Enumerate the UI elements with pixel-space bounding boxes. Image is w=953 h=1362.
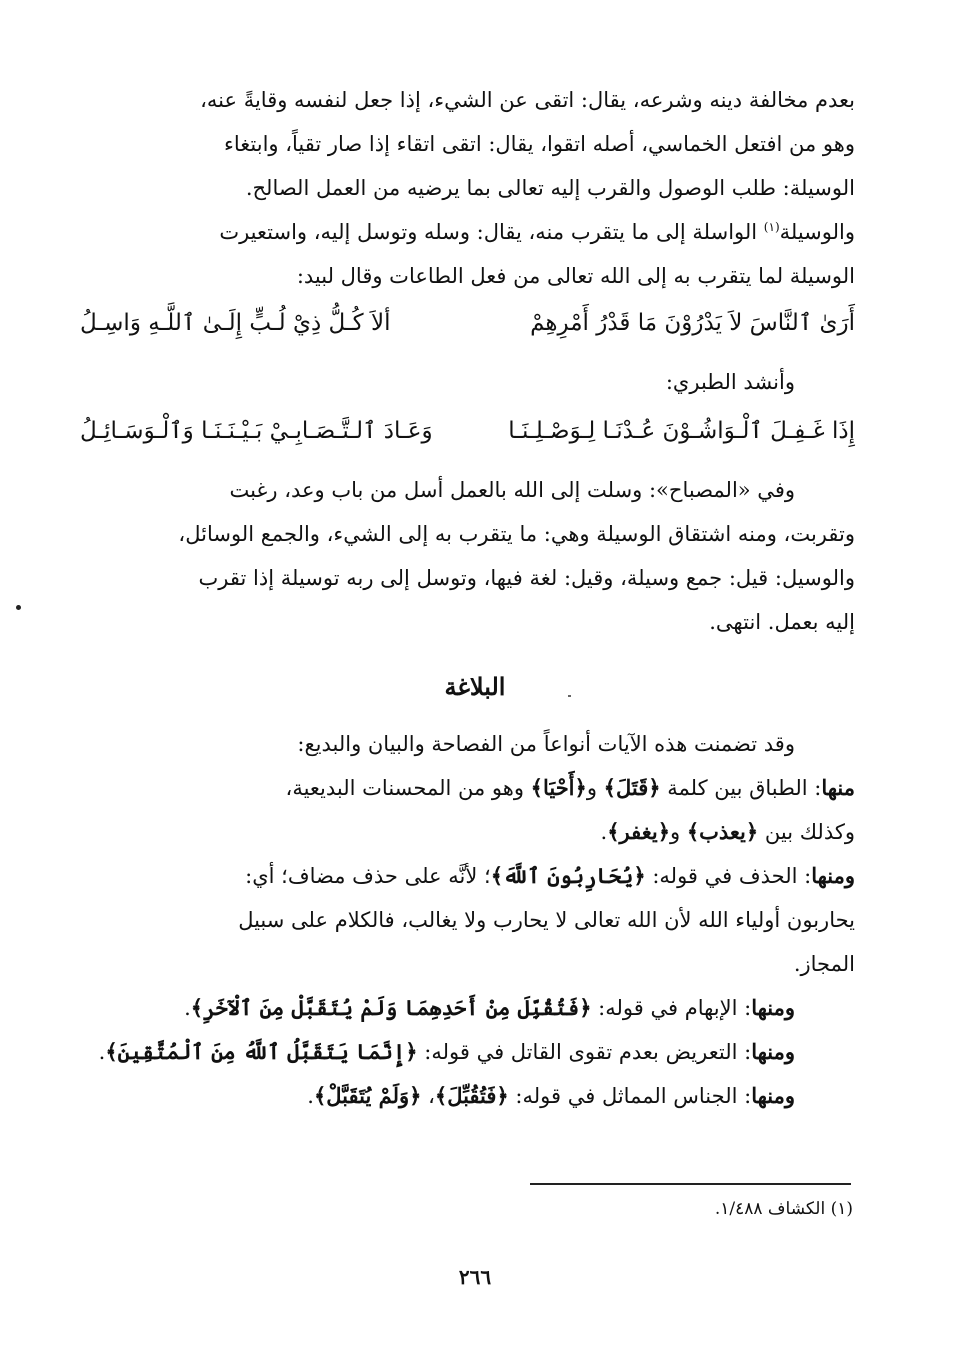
text-line: الوسيلة لما يتقرب به إلى الله تعالى من فعل الطاعات وقال لبيد: bbox=[296, 264, 855, 288]
text-segment: وكذلك بين bbox=[758, 820, 855, 844]
item-label: منها bbox=[821, 775, 855, 800]
text-line: بعدم مخالفة دينه وشرعه، يقال: اتقى عن الشيء، إذا جعل لنفسه وقايةً عنه، bbox=[200, 88, 855, 112]
item-tibaq-cont bbox=[80, 810, 855, 854]
footnote-reference[interactable]: (١) bbox=[763, 220, 780, 234]
text-segment: . bbox=[307, 1084, 314, 1108]
text-segment: والوسيلة bbox=[779, 220, 855, 244]
balagha-section bbox=[80, 722, 855, 1118]
text-line: الوسيلة: طلب الوصول والقرب إليه تعالى بما يرضيه من العمل الصالح. bbox=[245, 176, 855, 200]
item-tarid bbox=[80, 1030, 855, 1074]
text-line: وتقربت، ومنه اشتقاق الوسيلة وهي: ما يتقرب به إلى الشيء، والجمع الوسائل، bbox=[178, 522, 855, 546]
verse-second-hemistich: ألاَ كُـلُّ ذِيْ لُـبٍّ إِلَـىٰ ٱللَّـهِ وَاسِـلُ bbox=[80, 310, 391, 336]
quran-quote: ﴿فَتُقُبِّلَ﴾ bbox=[434, 1083, 509, 1108]
item-label: ومنها bbox=[751, 995, 795, 1020]
footnote: (١) الكشاف ١/٤٨٨. bbox=[714, 1199, 853, 1219]
quran-quote: ﴿يغفر﴾ bbox=[607, 819, 670, 844]
text-segment: ؛ لأنَّه على حذف مضاف؛ أي: bbox=[245, 864, 491, 888]
text-segment: : الجناس المماثل في قوله: bbox=[508, 1084, 752, 1108]
verse-first-hemistich: إِذَا غَـفِـلَ ٱلْـوَاشُـوْنَ عُـدْنَـا لِـوَصْـلِـنَـا bbox=[508, 418, 855, 444]
text-line: وفي «المصباح»: وسلت إلى الله بالعمل أسل من باب وعد، رغبت bbox=[229, 478, 795, 502]
section-heading: البلاغة bbox=[444, 672, 506, 701]
text-segment: : الحذف في قوله: bbox=[645, 864, 812, 888]
text-segment: : التعريض بعدم تقوى القاتل في قوله: bbox=[417, 1040, 752, 1064]
text-segment: : الطباق بين كلمة bbox=[660, 776, 822, 800]
text-segment: و bbox=[586, 776, 604, 800]
balagha-intro: وقد تضمنت هذه الآيات أنواعاً من الفصاحة والبيان والبديع: bbox=[297, 732, 795, 756]
quran-quote: ﴿قَتَلَ﴾ bbox=[603, 775, 661, 800]
text-segment: . bbox=[184, 996, 191, 1020]
item-tibaq bbox=[80, 766, 855, 810]
quran-quote: ﴿إِنَّمَا يَتَقَبَّلُ ٱللَّهُ مِنَ ٱلْمُتَّقِينَ﴾ bbox=[105, 1039, 418, 1064]
text-segment: و bbox=[670, 820, 687, 844]
text-segment: : الإبهام في قوله: bbox=[591, 996, 752, 1020]
item-label: ومنها bbox=[751, 1083, 795, 1108]
text-line: والوسيل: قيل: جمع وسيلة، وقيل: لغة فيها، وتوسل إلى ربه توسيلة إذا تقرب bbox=[198, 566, 855, 590]
item-jinas bbox=[80, 1074, 855, 1118]
quran-quote: ﴿يعذب﴾ bbox=[686, 819, 759, 844]
text-segment: الواسلة إلى ما يتقرب منه، يقال: وسله وتوسل إليه، واستعيرت bbox=[219, 220, 764, 244]
text-segment: . bbox=[600, 820, 608, 844]
quran-quote: ﴿وَلَمْ يُتَقَبَّلْ﴾ bbox=[313, 1083, 422, 1108]
paragraph-misbah bbox=[80, 468, 855, 644]
text-line: إليه بعمل. انتهى. bbox=[709, 610, 855, 634]
item-hadhf bbox=[80, 854, 855, 898]
text-line: يحاربون أولياء الله لأن الله تعالى لا يحارب ولا يغالب، فالكلام على سبيل bbox=[238, 908, 855, 932]
text-line-with-footnote-ref bbox=[80, 210, 855, 254]
paragraph-definitions bbox=[80, 78, 855, 298]
item-label: ومنها bbox=[811, 863, 855, 888]
poem-verse-labid bbox=[80, 310, 855, 350]
page-number: ٢٦٦ bbox=[458, 1265, 492, 1289]
text-segment: ، bbox=[421, 1084, 435, 1108]
tabari-intro: وأنشد الطبري: bbox=[665, 370, 795, 394]
ink-speck bbox=[568, 695, 571, 697]
text-segment: وهو من المحسنات البديعية، bbox=[285, 776, 531, 800]
footnote-divider bbox=[530, 1183, 851, 1185]
verse-first-hemistich: أَرَىٰ ٱلنَّاسَ لاَ يَدْرُوْنَ مَا قَدْرُ أَمْرِهِمْ bbox=[530, 310, 855, 336]
verse-second-hemistich: وَعَـادَ ٱلـتَّـصَـابِـيْ بَـيْـنَـنَـا وَٱلْـوَسَـائِـلُ bbox=[80, 418, 433, 444]
quran-quote: ﴿فَتُقُبِّلَ مِنْ أَحَدِهِمَا وَلَمْ يُتَقَبَّلْ مِنَ ٱلْآخَرِ﴾ bbox=[190, 995, 592, 1020]
text-line: وهو من افتعل الخماسي، أصله اتقوا، يقال: اتقى اتقاء إذا صار تقياً، وابتغاء bbox=[223, 132, 855, 156]
item-label: ومنها bbox=[751, 1039, 795, 1064]
text-line: المجاز. bbox=[793, 952, 855, 976]
item-ibham bbox=[80, 986, 855, 1030]
tabari-intro-block bbox=[80, 360, 855, 404]
margin-dot bbox=[16, 605, 21, 610]
quran-quote: ﴿أَحْيَا﴾ bbox=[530, 775, 587, 800]
poem-verse-tabari bbox=[80, 418, 855, 458]
text-segment: . bbox=[98, 1040, 106, 1064]
quran-quote: ﴿يُحَارِبُونَ ٱللَّهَ﴾ bbox=[490, 863, 646, 888]
